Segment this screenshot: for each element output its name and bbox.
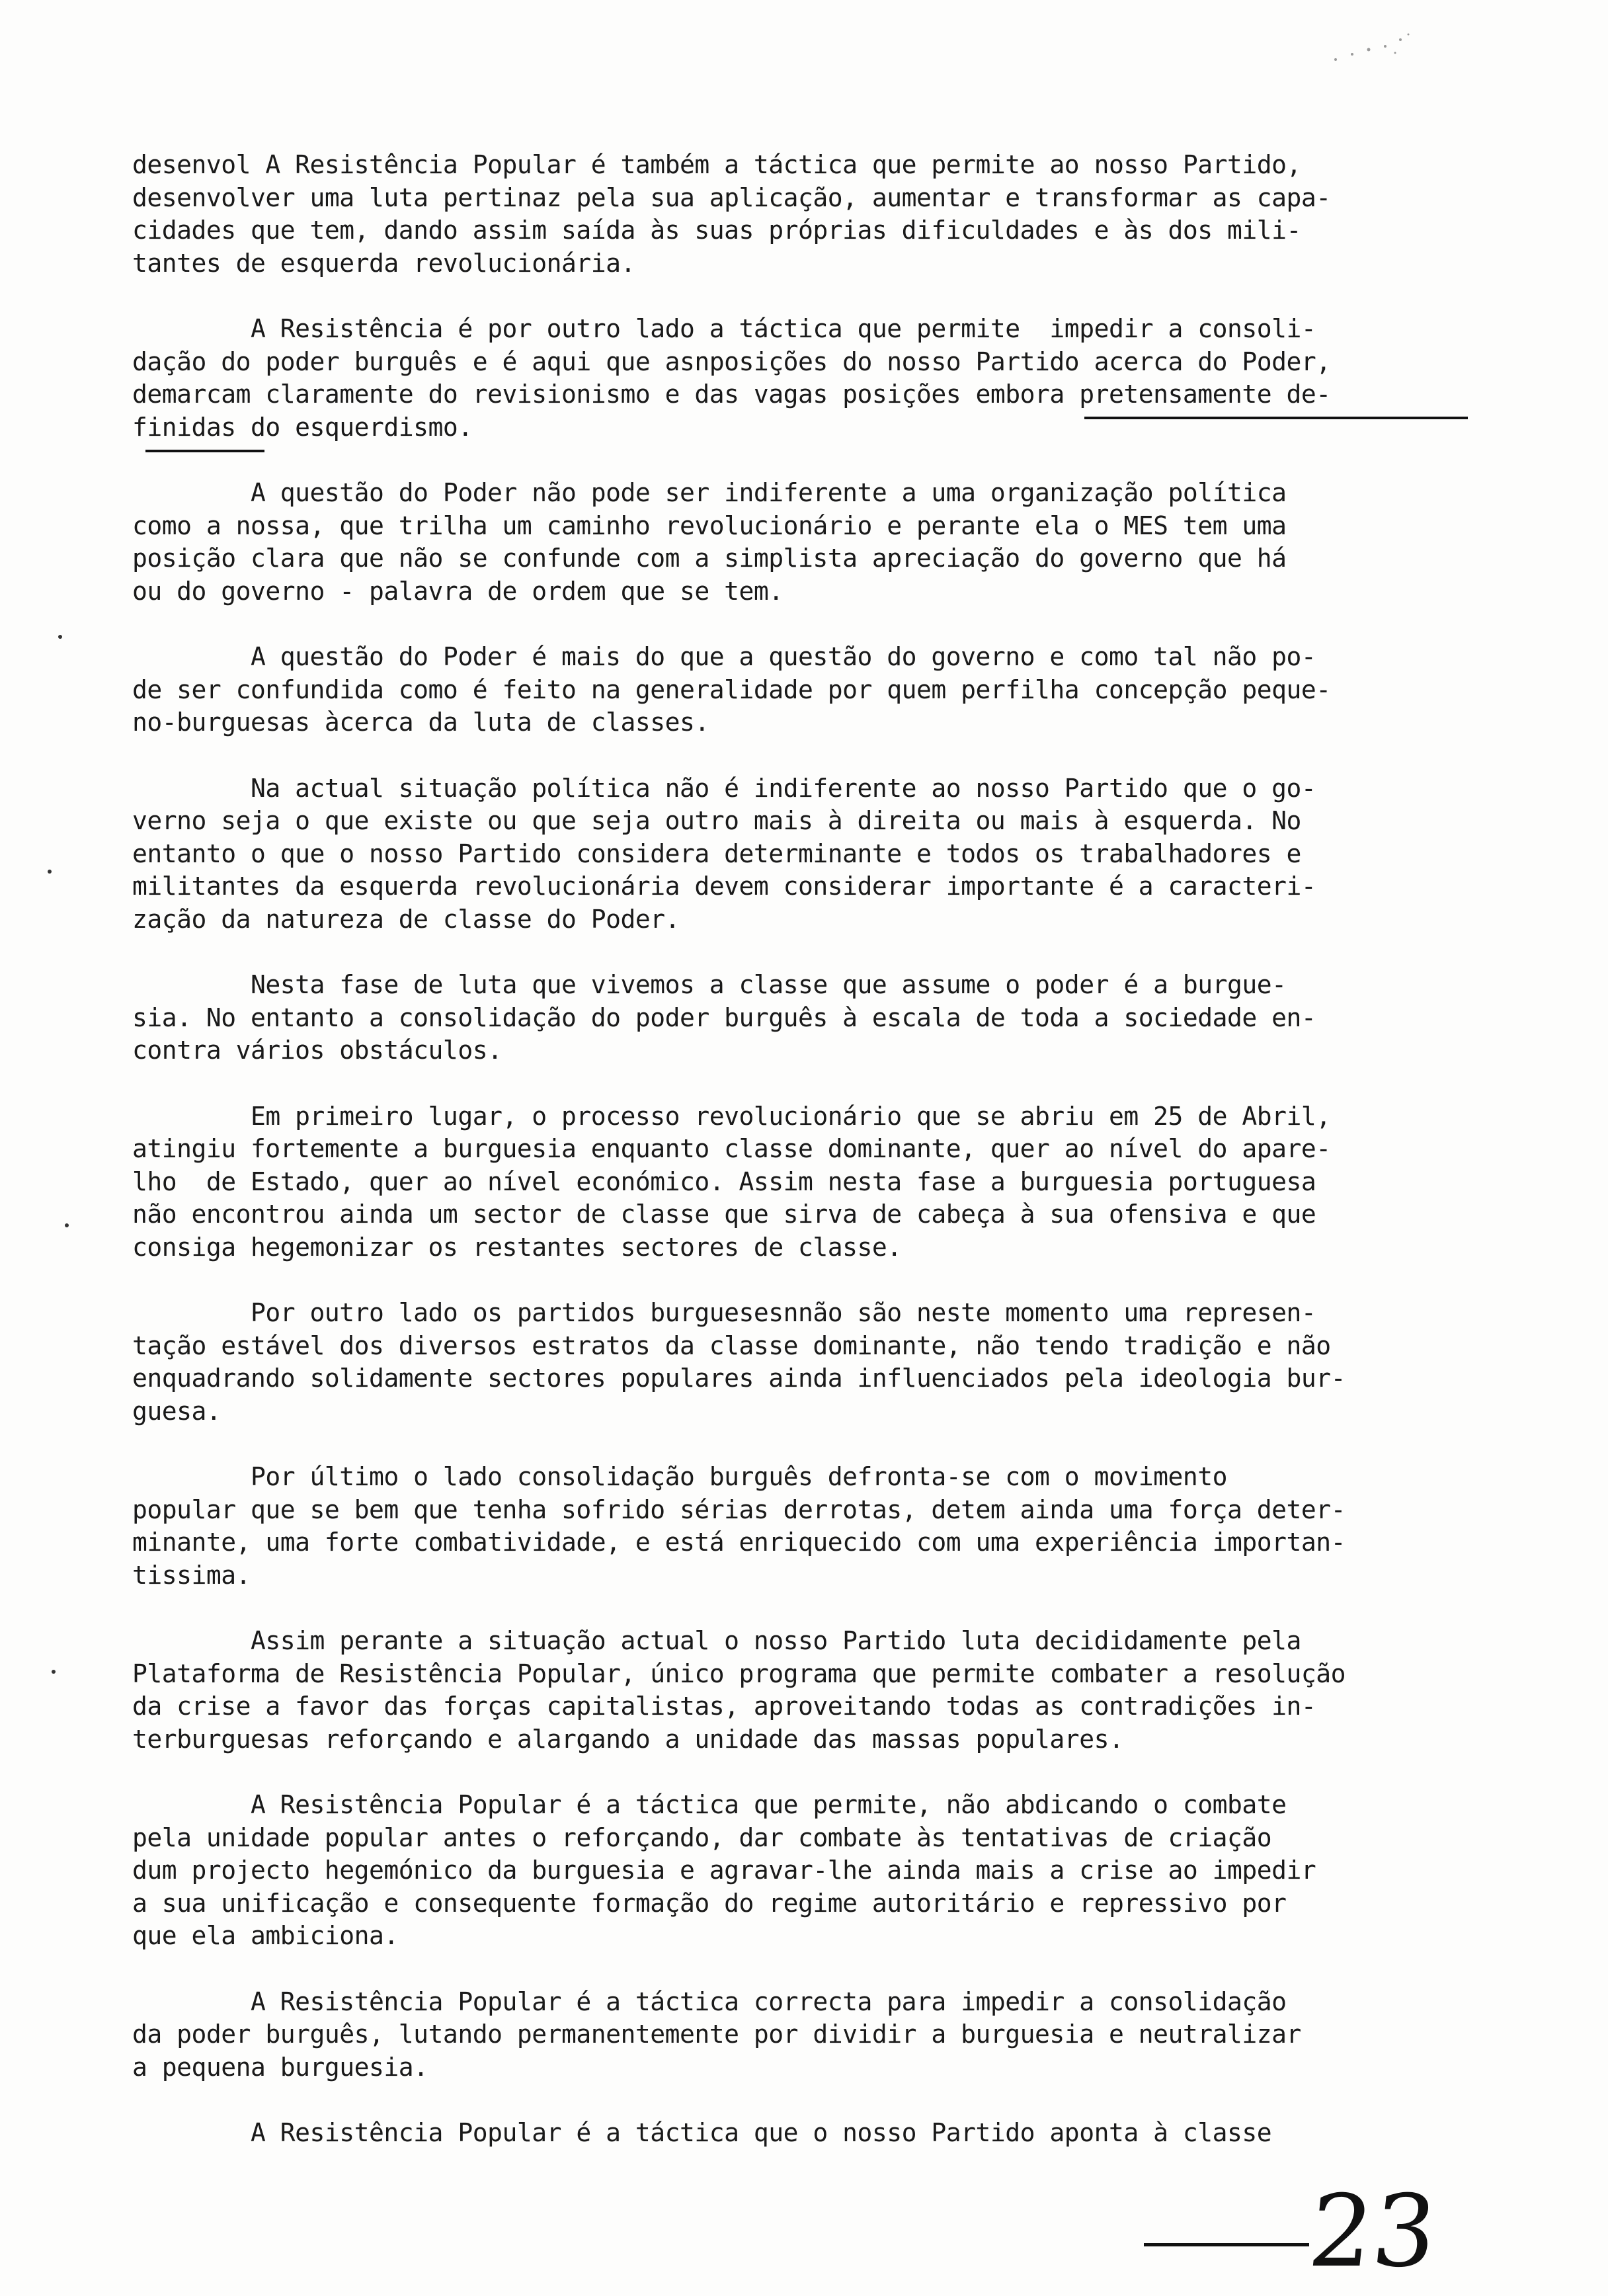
page-number: 23 bbox=[1303, 2174, 1443, 2289]
paragraph-6: Nesta fase de luta que vivemos a classe que assume o poder é a burgue- sia. No entanto a consolidação do poder burguês à escala de toda a sociedade en- contra vários obstáculos. bbox=[132, 970, 1316, 1065]
paragraph-13: A Resistência Popular é a táctica que o nosso Partido aponta à classe bbox=[132, 2118, 1272, 2147]
paragraph-10: Assim perante a situação actual o nosso Partido luta decididamente pela Plataforma de Resistência Popular, único programa que permite combater a resolução da crise a favor das forças capitalistas, aproveitando todas as contradições in- terburguesas reforçando e alargando a unidade das massas populares. bbox=[132, 1626, 1346, 1754]
handwritten-underline bbox=[1084, 417, 1468, 419]
paragraph-11: A Resistência Popular é a táctica que permite, não abdicando o combate pela unidade popular antes o reforçando, dar combate às tentativas de criação dum projecto hegemónico da burguesia e agravar-lhe ainda mais a crise ao impedir a sua unificação e consequente formação do regime autoritário e repressivo por que ela ambiciona. bbox=[132, 1790, 1316, 1950]
scan-speck bbox=[52, 1670, 56, 1674]
paragraph-1: desenvol A Resistência Popular é também a táctica que permite ao nosso Partido, desenvolver uma luta pertinaz pela sua aplicação, aumentar e transformar as capa- cidades que tem, dando assim saída às suas próprias dificuldades e às dos mili- tantes de esquerda revolucionária. bbox=[132, 150, 1331, 278]
paragraph-2: A Resistência é por outro lado a táctica que permite impedir a consoli- dação do poder burguês e é aqui que asnposições do nosso Partido acerca do Poder, demarcam claramente do revisionismo e das vagas posições embora pretensamente de- finidas do esquerdismo. bbox=[132, 314, 1331, 442]
paragraph-12: A Resistência Popular é a táctica correcta para impedir a consolidação da poder burguês, lutando permanentemente por dividir a burguesia e neutralizar a pequena burguesia. bbox=[132, 1987, 1301, 2082]
scan-speck bbox=[58, 635, 62, 639]
document-body bbox=[132, 149, 1481, 2150]
scan-speck bbox=[65, 1223, 69, 1227]
paragraph-5: Na actual situação política não é indiferente ao nosso Partido que o go- verno seja o que existe ou que seja outro mais à direita ou mais à esquerda. No entanto o que o nosso Partido considera determinante e todos os trabalhadores e militantes da esquerda revolucionária devem considerar importante é a caracteri- zação da natureza de classe do Poder. bbox=[132, 773, 1316, 934]
scan-noise-mark bbox=[1322, 26, 1422, 73]
handwritten-underline-continued bbox=[145, 450, 264, 452]
paragraph-3: A questão do Poder não pode ser indiferente a uma organização política como a nossa, que trilha um caminho revolucionário e perante ela o MES tem uma posição clara que não se confunde com a simplista apreciação do governo que há ou do governo - palavra de ordem que se tem. bbox=[132, 478, 1287, 606]
scan-speck bbox=[48, 870, 52, 874]
paragraph-7: Em primeiro lugar, o processo revolucionário que se abriu em 25 de Abril, atingiu fortemente a burguesia enquanto classe dominante, quer ao nível do apare- lho de Estado, quer ao nível económico. Assim nesta fase a burguesia portuguesa não encontrou ainda um sector de classe que sirva de cabeça à sua ofensiva e que consiga hegemonizar os restantes sectores de classe. bbox=[132, 1101, 1331, 1262]
page-number-rule bbox=[1144, 2243, 1309, 2246]
paragraph-8: Por outro lado os partidos burguesesnnão são neste momento uma represen- tação estável dos diversos estratos da classe dominante, não tendo tradição e não enquadrando solidamente sectores populares ainda influenciados pela ideologia bur- guesa. bbox=[132, 1298, 1346, 1426]
paragraph-4: A questão do Poder é mais do que a questão do governo e como tal não po- de ser confundida como é feito na generalidade por quem perfilha concepção peque- no-burguesas àcerca da luta de classes. bbox=[132, 642, 1331, 737]
paragraph-9: Por último o lado consolidação burguês defronta-se com o movimento popular que se bem que tenha sofrido sérias derrotas, detem ainda uma força deter- minante, uma forte combatividade, e está enriquecido com uma experiência importan- tissima. bbox=[132, 1462, 1346, 1590]
